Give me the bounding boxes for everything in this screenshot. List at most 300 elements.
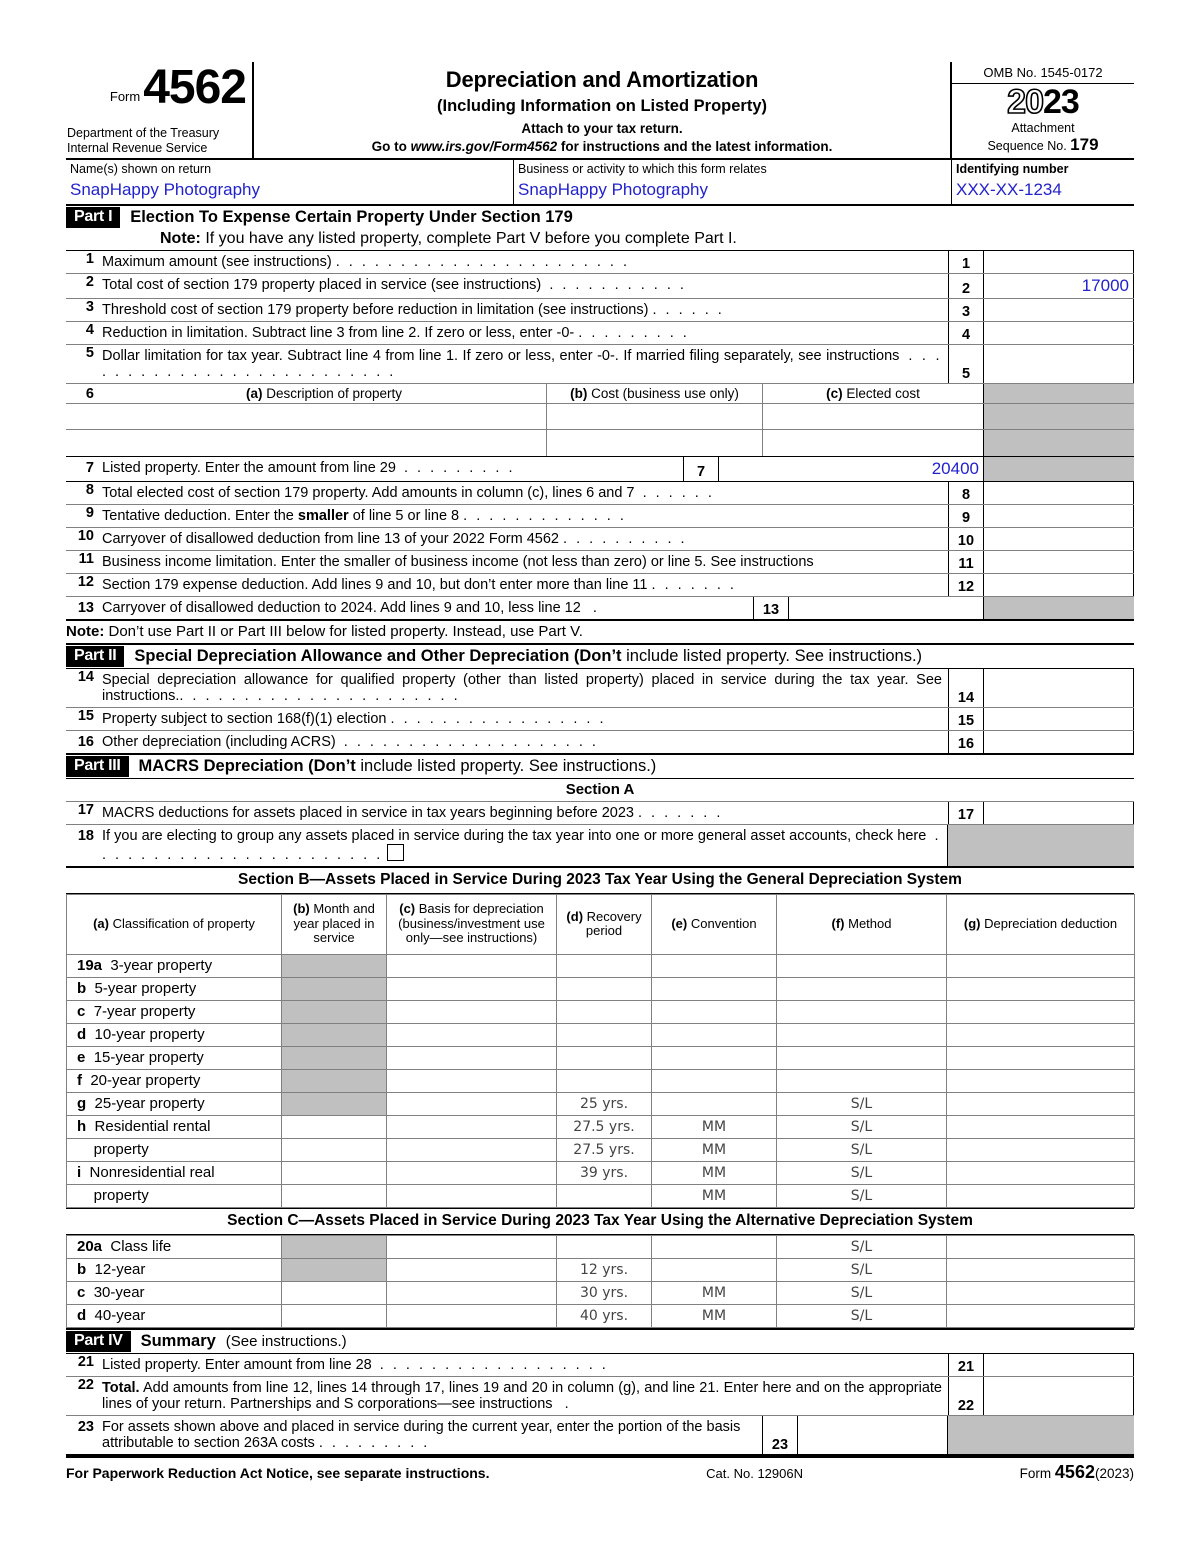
section-b-col-d[interactable]: [557, 977, 652, 1000]
row-label: 30-year: [93, 1284, 145, 1302]
section-b-col-c[interactable]: [387, 977, 557, 1000]
section-b-col-d[interactable]: [557, 1184, 652, 1207]
line-11-value[interactable]: [984, 551, 1134, 573]
line-11-row: [66, 551, 1134, 574]
section-b-col-e[interactable]: [652, 1046, 777, 1069]
section-b-classification: [67, 1115, 282, 1138]
omb-number: OMB No. 1545-0172: [952, 62, 1134, 84]
tax-year-block: [952, 84, 1134, 157]
line-2-row: [66, 274, 1134, 299]
line-6-row-2-desc[interactable]: [102, 430, 547, 456]
line-17-text: MACRS deductions for assets placed in service in tax years beginning before 2023 . . . . . . .: [102, 804, 723, 821]
table-row: [67, 1138, 1135, 1161]
line-13-value[interactable]: [789, 597, 984, 619]
section-b-classification: [67, 1046, 282, 1069]
section-b-col-c[interactable]: [387, 1115, 557, 1138]
section-b-col-g[interactable]: [947, 1046, 1135, 1069]
section-c-col-f[interactable]: S/L: [777, 1281, 947, 1304]
form-title-block: [254, 62, 952, 158]
line-16-row: [66, 731, 1134, 755]
section-b-classification: [67, 1069, 282, 1092]
section-b-col-f[interactable]: S/L: [777, 1092, 947, 1115]
line-6-block: [66, 384, 1134, 457]
line-6-col-a-header: (a) Description of property: [102, 384, 547, 403]
line-22-text: Total. Add amounts from line 12, lines 14 through 17, lines 19 and 20 in column (g), and line 21. Enter here and on the appropriate lines of your return. Partnerships and S corporations—see instructions .: [102, 1379, 942, 1412]
section-b-table: [66, 894, 1135, 1208]
line-10-row: [66, 528, 1134, 551]
section-b-col-c[interactable]: [387, 1023, 557, 1046]
section-b-col-g[interactable]: [947, 1184, 1135, 1207]
section-b-col-f[interactable]: S/L: [777, 1161, 947, 1184]
section-b-classification: [67, 1000, 282, 1023]
name-value: SnapHappy Photography: [70, 179, 260, 199]
section-b-col-b: [282, 1092, 387, 1115]
table-row: [67, 1304, 1135, 1327]
section-b-col-g[interactable]: [947, 1000, 1135, 1023]
section-b-col-d[interactable]: [557, 1023, 652, 1046]
row-label: Nonresidential real: [89, 1164, 215, 1182]
col-a-header: (a) Classification of property: [67, 894, 282, 954]
line-2-text: Total cost of section 179 property placed in service (see instructions) . . . . . . . . . . .: [102, 276, 687, 293]
line-23-shaded: [948, 1416, 1134, 1454]
section-b-col-c[interactable]: [387, 954, 557, 977]
section-b-header-row: [67, 894, 1135, 954]
line-12-number: 12: [77, 573, 94, 590]
line-13-number: 13: [77, 599, 94, 616]
line-18-number: 18: [77, 827, 94, 844]
part-1-lines-8-12: [66, 482, 1134, 597]
tax-year-century: 20: [1007, 83, 1043, 121]
section-b-col-f[interactable]: [777, 1069, 947, 1092]
section-b-col-b: [282, 1069, 387, 1092]
row-label: 10-year property: [94, 1026, 205, 1044]
row-label: 20-year property: [90, 1072, 201, 1090]
tax-year-suffix: 23: [1043, 83, 1079, 121]
part-2-header: [66, 645, 1134, 669]
section-c-col-g[interactable]: [947, 1304, 1135, 1327]
line-10-value[interactable]: [984, 528, 1134, 550]
line-6-row-1-elected[interactable]: [763, 404, 984, 429]
line-9-number: 9: [85, 504, 94, 521]
attachment-sequence: [952, 121, 1134, 157]
line-9-row: [66, 505, 1134, 528]
section-c-col-e[interactable]: MM: [652, 1281, 777, 1304]
section-b-col-d[interactable]: 27.5 yrs.: [557, 1115, 652, 1138]
line-1-value[interactable]: [984, 251, 1134, 273]
part-1-closing-note: [66, 621, 1134, 645]
row-label: 7-year property: [93, 1003, 196, 1021]
line-14-box-number: 14: [948, 669, 984, 707]
line-23-row: [66, 1416, 1134, 1456]
line-13-row: [66, 597, 1134, 621]
table-row: [67, 1046, 1135, 1069]
table-row: [67, 977, 1135, 1000]
section-c-col-f[interactable]: S/L: [777, 1258, 947, 1281]
closing-note-label: Note:: [66, 622, 105, 640]
section-c-table: [66, 1235, 1135, 1328]
table-row: [67, 1023, 1135, 1046]
line-15-text: Property subject to section 168(f)(1) election . . . . . . . . . . . . . . . . .: [102, 710, 606, 727]
goto-suffix: for instructions and the latest information.: [557, 139, 833, 154]
section-b-col-f[interactable]: [777, 977, 947, 1000]
line-8-number: 8: [85, 481, 94, 498]
section-b-col-e[interactable]: [652, 1023, 777, 1046]
line-6-row-1-cost[interactable]: [547, 404, 763, 429]
line-11-text: Business income limitation. Enter the smaller of business income (not less than zero) or line 5. See instructions: [102, 553, 814, 570]
table-row: [67, 1000, 1135, 1023]
line-21-value[interactable]: [984, 1354, 1134, 1376]
section-c-col-d[interactable]: 12 yrs.: [557, 1258, 652, 1281]
section-c-classification: [67, 1235, 282, 1258]
section-b-col-d[interactable]: [557, 1069, 652, 1092]
table-row: [67, 1115, 1135, 1138]
section-c-col-c[interactable]: [387, 1258, 557, 1281]
section-b-col-b[interactable]: [282, 1138, 387, 1161]
line-11-box-number: 11: [948, 551, 984, 573]
line-17-value[interactable]: [984, 802, 1134, 824]
business-field[interactable]: [514, 160, 952, 204]
line-12-row: [66, 574, 1134, 597]
section-b-col-c[interactable]: [387, 1161, 557, 1184]
line-3-value[interactable]: [984, 299, 1134, 321]
col-f-header: (f) Method: [777, 894, 947, 954]
table-row: [67, 1235, 1135, 1258]
section-b-col-b[interactable]: [282, 1161, 387, 1184]
section-c-col-c[interactable]: [387, 1235, 557, 1258]
line-1-row: [66, 251, 1134, 274]
section-b-col-e[interactable]: [652, 977, 777, 1000]
form-label: Form: [109, 89, 141, 105]
form-body: [66, 62, 1134, 1483]
section-c-classification: [67, 1304, 282, 1327]
section-c-col-d[interactable]: 30 yrs.: [557, 1281, 652, 1304]
part-3-header: [66, 755, 1134, 779]
line-5-number: 5: [85, 344, 94, 361]
line-8-box-number: 8: [948, 482, 984, 504]
footer-form-id: Form 4562(2023): [1019, 1461, 1134, 1482]
row-label: property: [93, 1187, 149, 1205]
line-2-box-number: 2: [948, 274, 984, 298]
section-b-col-c[interactable]: [387, 1046, 557, 1069]
section-b-col-d[interactable]: [557, 1000, 652, 1023]
section-b-col-g[interactable]: [947, 1161, 1135, 1184]
line-6-row-1-desc[interactable]: [102, 404, 547, 429]
line-6-row-2-shaded: [984, 430, 1134, 456]
line-10-text: Carryover of disallowed deduction from line 13 of your 2022 Form 4562 . . . . . . . . . .: [102, 530, 688, 547]
line-16-number: 16: [77, 733, 94, 750]
row-key: i: [77, 1164, 82, 1182]
line-1-text: Maximum amount (see instructions) . . . . . . . . . . . . . . . . . . . . . . .: [102, 253, 630, 270]
identifying-number-field[interactable]: [952, 160, 1134, 204]
line-21-row: [66, 1354, 1134, 1377]
section-b-col-e[interactable]: MM: [652, 1161, 777, 1184]
omb-block: [952, 62, 1134, 158]
section-b-col-f[interactable]: S/L: [777, 1184, 947, 1207]
section-b-col-g[interactable]: [947, 1092, 1135, 1115]
table-row: [67, 1184, 1135, 1207]
line-14-value[interactable]: [984, 669, 1134, 707]
section-b-classification: [67, 1184, 282, 1207]
col-g-header: (g) Depreciation deduction: [947, 894, 1135, 954]
section-b-classification: [67, 1138, 282, 1161]
line-4-row: [66, 322, 1134, 345]
line-14-row: [66, 669, 1134, 708]
section-b-col-b: [282, 1046, 387, 1069]
line-4-number: 4: [85, 321, 94, 338]
section-c-col-g[interactable]: [947, 1258, 1135, 1281]
line-5-text: Dollar limitation for tax year. Subtract line 4 from line 1. If zero or less, enter -0-. If married filing separately, see instructions . . . . . . . . . . . . . . . . . . . . . . . . . .: [102, 347, 942, 380]
line-18-shaded: [947, 825, 1134, 866]
col-c-header: (c) Basis for depreciation (business/investment use only—see instructions): [387, 894, 557, 954]
section-b-col-d[interactable]: [557, 954, 652, 977]
line-15-row: [66, 708, 1134, 731]
section-b-col-c[interactable]: [387, 1069, 557, 1092]
row-label: 15-year property: [93, 1049, 204, 1067]
section-c-classification: [67, 1258, 282, 1281]
line-7-shaded: [984, 457, 1134, 481]
line-6-row-2-cost[interactable]: [547, 430, 763, 456]
section-b-col-f[interactable]: [777, 1023, 947, 1046]
section-b-col-c[interactable]: [387, 1000, 557, 1023]
closing-note-text: Don’t use Part II or Part III below for listed property. Instead, use Part V.: [104, 622, 583, 640]
row-key: 19a: [77, 957, 103, 975]
section-b-col-b[interactable]: [282, 1115, 387, 1138]
line-1-number: 1: [85, 250, 94, 267]
form-number: 4562: [143, 61, 246, 114]
part-1-note-text: If you have any listed property, complete Part V before you complete Part I.: [200, 229, 737, 247]
col-b-header: (b) Month and year placed in service: [282, 894, 387, 954]
section-b-col-g[interactable]: [947, 977, 1135, 1000]
row-label: 40-year: [94, 1307, 146, 1325]
line-5-value[interactable]: [984, 345, 1134, 383]
section-b-col-e[interactable]: [652, 1069, 777, 1092]
row-key: d: [77, 1307, 87, 1325]
section-b-col-g[interactable]: [947, 954, 1135, 977]
tax-year: [952, 85, 1134, 119]
part-4-header: [66, 1328, 1134, 1354]
line-10-box-number: 10: [948, 528, 984, 550]
line-9-value[interactable]: [984, 505, 1134, 527]
goto-prefix: Go to: [371, 139, 411, 154]
part-1-tag: Part I: [66, 207, 120, 228]
line-3-row: [66, 299, 1134, 322]
line-12-value[interactable]: [984, 574, 1134, 596]
line-7-text: Listed property. Enter the amount from line 29 . . . . . . . . .: [102, 459, 515, 476]
line-13-box-number: 13: [753, 597, 789, 619]
line-11-number: 11: [78, 550, 94, 567]
part-3-tag: Part III: [66, 756, 129, 777]
line-17-number: 17: [77, 801, 94, 818]
form-number-block: [66, 61, 246, 114]
line-6-number: 6: [85, 385, 94, 402]
line-4-box-number: 4: [948, 322, 984, 344]
table-row: [67, 1069, 1135, 1092]
section-c-col-b: [282, 1235, 387, 1258]
department-line-1: Department of the Treasury: [67, 126, 220, 141]
department-block: [66, 110, 246, 156]
section-b-classification: [67, 954, 282, 977]
section-c-col-f[interactable]: S/L: [777, 1235, 947, 1258]
section-b-col-b: [282, 977, 387, 1000]
row-label: 5-year property: [94, 980, 197, 998]
line-23-value[interactable]: [798, 1416, 948, 1454]
section-b-col-g[interactable]: [947, 1138, 1135, 1161]
row-key: g: [77, 1095, 87, 1113]
line-6-col-c-header: (c) Elected cost: [763, 384, 984, 403]
section-b-col-g[interactable]: [947, 1023, 1135, 1046]
row-label: 12-year: [94, 1261, 146, 1279]
part-1-title: Election To Expense Certain Property Under Section 179: [130, 207, 573, 226]
group-assets-checkbox[interactable]: [387, 844, 404, 861]
taxpayer-row: [66, 160, 1134, 206]
section-c-col-d[interactable]: 40 yrs.: [557, 1304, 652, 1327]
row-label: Residential rental: [94, 1118, 211, 1136]
section-c-col-g[interactable]: [947, 1281, 1135, 1304]
section-c-col-e[interactable]: [652, 1235, 777, 1258]
part-4-title: Summary: [140, 1331, 216, 1350]
page-subtitle: (Including Information on Listed Property): [437, 97, 767, 115]
section-b-col-b: [282, 1023, 387, 1046]
part-4-tag: Part IV: [66, 1331, 131, 1352]
section-b-col-d[interactable]: [557, 1046, 652, 1069]
section-b-col-e[interactable]: MM: [652, 1115, 777, 1138]
table-row: [67, 1258, 1135, 1281]
section-b-classification: [67, 1092, 282, 1115]
line-6-header-shaded: [984, 384, 1134, 403]
section-b-col-b: [282, 1000, 387, 1023]
line-3-box-number: 3: [948, 299, 984, 321]
line-22-row: [66, 1377, 1134, 1416]
section-c-col-b: [282, 1258, 387, 1281]
section-c-classification: [67, 1281, 282, 1304]
section-b-col-c[interactable]: [387, 1138, 557, 1161]
section-b-col-f[interactable]: [777, 1046, 947, 1069]
line-16-box-number: 16: [948, 731, 984, 753]
line-7-row: [66, 457, 1134, 482]
line-16-value[interactable]: [984, 731, 1134, 753]
section-b-col-f[interactable]: S/L: [777, 1115, 947, 1138]
line-17-row: [66, 802, 1134, 825]
page-title: Depreciation and Amortization: [445, 67, 759, 92]
section-c-col-f[interactable]: S/L: [777, 1304, 947, 1327]
line-6-row-2-elected[interactable]: [763, 430, 984, 456]
line-4-value[interactable]: [984, 322, 1134, 344]
row-label: Class life: [110, 1238, 172, 1256]
row-key: c: [77, 1003, 86, 1021]
section-c-col-d[interactable]: [557, 1235, 652, 1258]
attachment-label-1: Attachment: [1011, 121, 1075, 135]
line-4-text: Reduction in limitation. Subtract line 3 from line 2. If zero or less, enter -0- . . . . . . . . .: [102, 324, 690, 341]
row-key: b: [77, 1261, 87, 1279]
part-1-note: [66, 229, 1134, 250]
col-d-header: (d) Recovery period: [557, 894, 652, 954]
part-3-title: MACRS Depreciation (Don’t include listed property. See instructions.): [138, 756, 657, 775]
line-8-row: [66, 482, 1134, 505]
section-b-col-e[interactable]: [652, 1092, 777, 1115]
section-b-col-g[interactable]: [947, 1115, 1135, 1138]
section-a-title: Section A: [66, 779, 1134, 802]
line-22-number: 22: [77, 1376, 94, 1393]
line-7-value[interactable]: 20400: [719, 457, 984, 481]
form-footer: [66, 1456, 1134, 1483]
section-b-col-c[interactable]: [387, 1092, 557, 1115]
line-15-number: 15: [77, 707, 94, 724]
form-header: [66, 62, 1134, 160]
section-b-col-c[interactable]: [387, 1184, 557, 1207]
line-23-text: For assets shown above and placed in service during the current year, enter the portion of the basis attributable to section 263A costs . . . . . . . . .: [102, 1418, 741, 1451]
part-1-lines-1-5: [66, 251, 1134, 384]
attachment-label-2: Sequence No.: [987, 139, 1067, 154]
line-23-number: 23: [77, 1418, 94, 1435]
line-22-value[interactable]: [984, 1377, 1134, 1415]
section-b-col-b: [282, 954, 387, 977]
line-2-value[interactable]: 17000: [984, 274, 1134, 298]
section-b-col-b[interactable]: [282, 1184, 387, 1207]
section-b-col-f[interactable]: S/L: [777, 1138, 947, 1161]
part-1-note-label: Note:: [160, 229, 201, 247]
section-c-col-e[interactable]: MM: [652, 1304, 777, 1327]
line-6-row-1-shaded: [984, 404, 1134, 429]
section-c-col-e[interactable]: [652, 1258, 777, 1281]
line-15-box-number: 15: [948, 708, 984, 730]
name-field[interactable]: [66, 160, 514, 204]
business-value: SnapHappy Photography: [518, 179, 708, 199]
line-15-value[interactable]: [984, 708, 1134, 730]
section-c-col-b[interactable]: [282, 1304, 387, 1327]
form-identity-block: [66, 62, 254, 158]
row-key: c: [77, 1284, 86, 1302]
section-b-col-g[interactable]: [947, 1069, 1135, 1092]
section-b-col-e[interactable]: [652, 954, 777, 977]
row-key: d: [77, 1026, 87, 1044]
catalog-number: Cat. No. 12906N: [706, 1465, 803, 1481]
line-18-row: [66, 825, 1134, 868]
goto-instruction: [260, 139, 944, 154]
row-key: h: [77, 1118, 87, 1136]
section-b-col-e[interactable]: [652, 1000, 777, 1023]
row-key: f: [77, 1072, 82, 1090]
line-8-value[interactable]: [984, 482, 1134, 504]
section-c-col-c[interactable]: [387, 1281, 557, 1304]
row-key: b: [77, 980, 87, 998]
identifying-number-value: XXX-XX-1234: [956, 179, 1062, 199]
department-line-2: Internal Revenue Service: [67, 140, 208, 155]
section-b-col-f[interactable]: [777, 954, 947, 977]
section-b-col-e[interactable]: MM: [652, 1184, 777, 1207]
section-b-col-d[interactable]: 25 yrs.: [557, 1092, 652, 1115]
section-c-col-b[interactable]: [282, 1281, 387, 1304]
part-1-header: [66, 206, 1134, 251]
table-row: [67, 1092, 1135, 1115]
line-13-text: Carryover of disallowed deduction to 2024. Add lines 9 and 10, less line 12 .: [102, 599, 600, 616]
section-b-col-d[interactable]: 27.5 yrs.: [557, 1138, 652, 1161]
line-21-text: Listed property. Enter amount from line 28 . . . . . . . . . . . . . . . . . .: [102, 1356, 609, 1373]
business-caption: Business or activity to which this form relates: [518, 162, 767, 176]
row-label: property: [93, 1141, 149, 1159]
section-b-col-d[interactable]: 39 yrs.: [557, 1161, 652, 1184]
line-16-text: Other depreciation (including ACRS) . . . . . . . . . . . . . . . . . . . .: [102, 733, 599, 750]
line-21-box-number: 21: [948, 1354, 984, 1376]
line-9-text: Tentative deduction. Enter the smaller of line 5 or line 8 . . . . . . . . . . . . .: [102, 507, 627, 524]
goto-url: www.irs.gov/Form4562: [410, 139, 558, 154]
section-b-col-f[interactable]: [777, 1000, 947, 1023]
section-c-col-c[interactable]: [387, 1304, 557, 1327]
line-13-shaded: [984, 597, 1134, 619]
section-c-title: Section C—Assets Placed in Service During 2023 Tax Year Using the Alternative Depreciation System: [66, 1208, 1134, 1235]
section-b-col-e[interactable]: MM: [652, 1138, 777, 1161]
line-14-number: 14: [77, 668, 94, 685]
section-c-col-g[interactable]: [947, 1235, 1135, 1258]
